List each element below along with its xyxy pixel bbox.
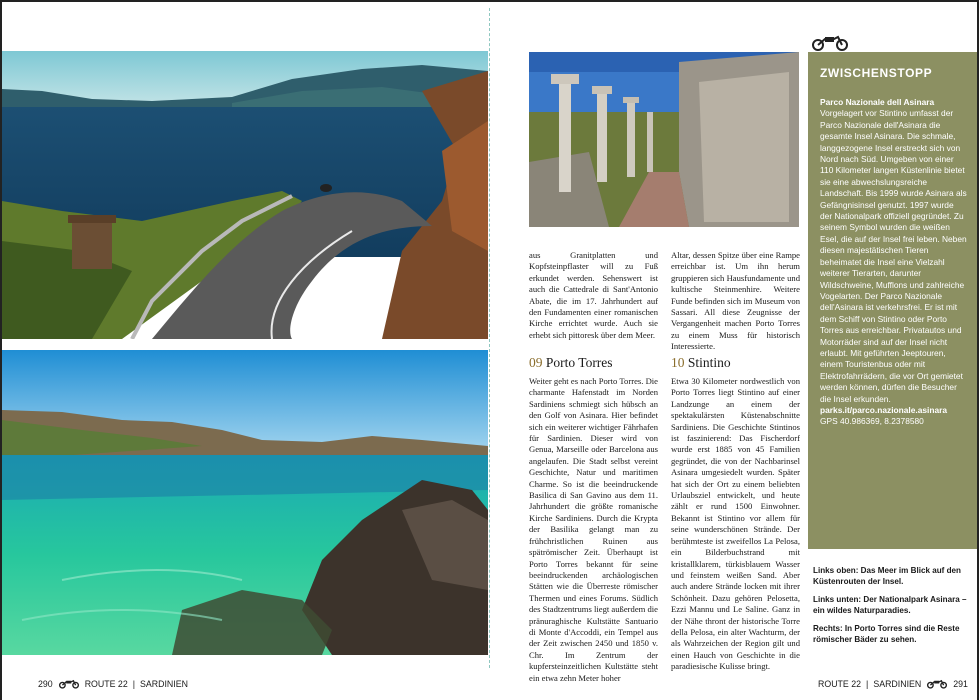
sidebar-heading: Parco Nazionale dell Asinara bbox=[820, 97, 935, 107]
sidebar-gps: GPS 40.986369, 8.2378580 bbox=[820, 416, 924, 427]
sidebar-link[interactable]: parks.it/parco.nazionale.asinara bbox=[820, 404, 948, 415]
region-label: SARDINIEN bbox=[140, 678, 188, 689]
sidebar-text: Vorgelagert vor Stintino umfasst der Parco Nazionale dell'Asinara die gesamte Insel Asinara. Die schmale, langgezogene Insel erstreckt sich von Nord nach Süd. Umgeben von einer 110 Kilometer langen Küstenlinie bietet sie eine abwechslungsreiche Landschaft. Bis 1999 wurde Asinara als Gefängnisinsel genutzt. 1997 wurde der Nationalpark offiziell gegründet. Zu seinem Symbol wurden die weißen Esel, die auf der Insel frei leben. Neben diesen majestätischen Tieren beheimatet die Insel eine Vielzahl weiterer Tierarten, darunter Wildschweine, Mufflons und zahlreiche Vogelarten. Der Parco Nazionale dell'Asinara ist verkehrsfrei. Er ist mit dem Schiff von Stintino oder Porto Torres aus erreichbar. Privatautos und Motorräder sind auf der Insel nicht erlaubt. Mit geführten Jeeptouren, einem Touristenbus oder mit Elektrofahrrädern, die vor Ort gemietet werden können, dürfen die Besucher die Insel erkunden. bbox=[820, 108, 967, 404]
article-text-porto-torres: Weiter geht es nach Porto Torres. Die charmante Hafenstadt im Norden Sardiniens schmiegt sich hübsch an den Golf von Asinara. Hier befindet sich ein weiterer wichtiger Fährhafen für Sardinien. Dieser wird von Genua, Marseille oder Barcelona aus angelaufen. Die Stadt selbst vereint Geschichte, Natur und maritimen Charme. So ist die beeindruckende Basilica di San Gavino aus dem 11. Jahrhundert die größte romanische Kirche Sardiniens. Durch die Krypta der Basilika gelangt man zu frühchristlichen Ruinen aus spätrömischer Zeit. Überhaupt ist Porto Torres bekannt für seine beeindruckenden archäologischen Stätten wie die Überreste römischer Thermen und eines Forums. Südlich des Stadtzentrums liegt außerdem die pränuraghische Kultstätte Santuario di Monte d'Accoddi, ein Tempel aus der Zeit zwischen 2450 und 1850 v. Chr. Im Zentrum der kupfersteinzeitlichen Kultstätte steht ein etwa zehn Meter hoher bbox=[529, 376, 658, 683]
caption-top-left: Links oben: Das Meer im Blick auf den Küstenrouten der Insel. bbox=[813, 566, 961, 586]
page-gutter bbox=[489, 8, 490, 668]
footer-separator: | bbox=[866, 678, 869, 689]
photo-captions bbox=[813, 566, 973, 654]
sidebar-zwischenstopp bbox=[808, 52, 977, 549]
caption-bottom-left: Links unten: Der Nationalpark Asinara – ein wildes Naturparadies. bbox=[813, 595, 967, 615]
page-border bbox=[0, 0, 979, 2]
motorcycle-icon bbox=[810, 33, 850, 51]
motorcycle-icon bbox=[926, 678, 948, 689]
sidebar-body bbox=[820, 97, 968, 428]
section-number: 10 bbox=[671, 355, 685, 370]
section-title: Porto Torres bbox=[545, 355, 613, 370]
section-number: 09 bbox=[529, 355, 543, 370]
asinara-beach-photo bbox=[2, 350, 488, 655]
section-heading-stintino bbox=[671, 355, 731, 371]
roman-ruins-photo bbox=[529, 52, 799, 227]
footer-right bbox=[818, 678, 968, 689]
page-number: 291 bbox=[953, 678, 968, 689]
caption-right: Rechts: In Porto Torres sind die Reste römischer Bäder zu sehen. bbox=[813, 624, 960, 644]
region-label: SARDINIEN bbox=[873, 678, 922, 689]
route-label: ROUTE 22 bbox=[818, 678, 862, 689]
route-label: ROUTE 22 bbox=[84, 678, 128, 689]
footer-left bbox=[38, 678, 188, 689]
section-heading-porto-torres bbox=[529, 355, 613, 371]
page-number: 290 bbox=[38, 678, 53, 689]
section-title: Stintino bbox=[687, 355, 731, 370]
coastal-road-photo bbox=[2, 51, 488, 339]
article-text-stintino: Etwa 30 Kilometer nordwestlich von Porto Torres liegt Stintino auf einer Landzunge an einem der spektakulärsten Küstenabschnitte Sardiniens. Die Geschichte Stintinos ist faszinierend: Das Fischerdorf wurde erst 1885 von 45 Familien gegründet, die von der Nachbarinsel Asinara umgesiedelt wurden. Später hat sich der Ort zu einem beliebten Urlaubsziel entwickelt, und heute zählt er rund 1500 Einwohner. Bekannt ist Stintino vor allem für seine wunderschönen Strände. Der berühmteste ist zweifellos La Pelosa, ein Bilderbuchstrand mit kristallklarem, türkisblauem Wasser und feinstem weißen Sand. Aber auch andere Strände locken mit ihrer Schönheit. Dazu gehören Pelosetta, Ezzi Mannu und Le Saline. Ganz in der Nähe thront der historische Torre della Pelosa, ein alter Wachturm, der als Wahrzeichen der Region gilt und einen Hauch von Geschichte in die paradiesische Kulisse bringt. bbox=[671, 376, 800, 672]
article-column-b-top: Altar, dessen Spitze über eine Rampe erreichbar ist. Um ihn herum gruppieren sich Hausfundamente und kultische Steinmenhire. Weitere Funde befinden sich im Museum von Sassari. All diese Zeugnisse der Vergangenheit machen Porto Torres zu einem Muss für historisch Interessierte. bbox=[671, 250, 800, 352]
sidebar-title: ZWISCHENSTOPP bbox=[820, 66, 933, 80]
motorcycle-icon bbox=[58, 678, 80, 689]
footer-separator: | bbox=[132, 678, 136, 689]
article-column-a-top: aus Granitplatten und Kopfsteinpflaster will zu Fuß erkundet werden. Sehenswert ist auch die Cattedrale di Sant'Antonio Abate, die im 17. Jahrhundert auf den Fundamenten einer romanischen Kirche errichtet wurde. Auch sie erhebt sich pittoresk über dem Meer. bbox=[529, 250, 658, 340]
